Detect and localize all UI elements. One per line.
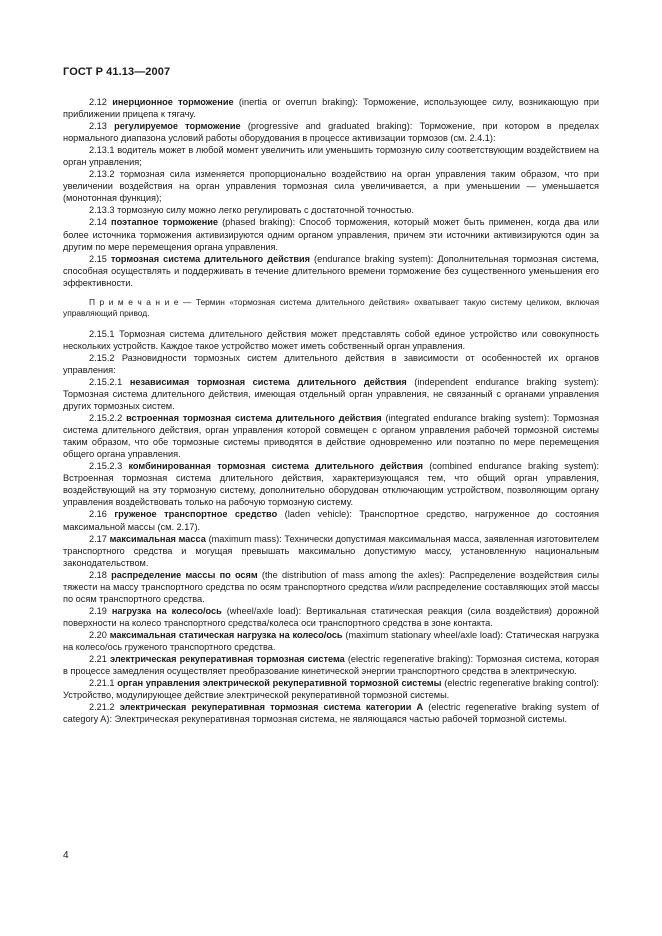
clause-text: тормозную силу можно легко регулировать с достаточной точностью. [114,205,414,216]
clause-text: Тормозная система длительного действия может представлять собой единое устройство или совокупность нескольких устройств. Каждое такое устройство может иметь собственный орган управления. [63,328,599,351]
clause-number: 2.16 [89,509,107,520]
clause-term: независимая тормозная система длительного действия [129,376,407,387]
clause-text: (progressive and graduated braking): Торможение, при котором в пределах нормального диапазона условий работы оборудования в процессе активизации тормозов (см. 2.4.1): [63,121,599,144]
clause-term: груженое транспортное средство [114,509,278,520]
clause-term: инерционное торможение [112,97,234,107]
clause-number: 2.15.2.2 [89,413,123,424]
clause-term: нагрузка на колесо/ось [111,605,222,616]
clause-number: 2.20 [89,629,107,640]
clause-number: 2.15.2 [89,352,115,363]
clause-number: 2.21.1 [89,678,115,689]
clause-term: регулируемое торможение [114,121,241,132]
paragraph-2-16 [63,508,599,532]
note-text: — Термин «тормозная система длительного действия» охватывает такую систему целиком, включая управляющий привод. [63,296,599,319]
clause-number: 2.18 [89,569,107,580]
paragraph-2-15-2-1 [63,376,599,412]
clause-term: поэтапное торможение [111,217,219,228]
clause-term: максимальная статическая нагрузка на колесо/ось [109,629,343,640]
paragraph-2-13-3 [63,204,599,216]
clause-text: (electric regenerative braking): Тормозная система, которая в процессе замедления осуществляет преобразование кинетической энергии транспортного средства в электрическую. [63,654,599,677]
clause-text: Разновидности тормозных систем длительного действия в зависимости от особенностей их органов управления: [63,352,599,375]
paragraph-2-21-2 [63,701,599,725]
clause-term: комбинированная тормозная система длительного действия [128,461,423,472]
clause-term: распределение массы по осям [111,569,258,580]
clause-text: (electric regenerative braking system of category A): Электрическая рекуперативная тормозная система, не являющаяся частью рабочей тормозной системы. [63,702,599,725]
clause-number: 2.21 [89,654,107,665]
paragraph-2-21 [63,653,599,677]
paragraph-2-13-1 [63,144,599,168]
clause-text: (electric regenerative braking control): Устройство, модулирующее действие электрической рекуперативной тормозной системы. [63,678,599,701]
document-body [63,96,599,725]
clause-text: (the distribution of mass among the axles): Распределение воздействия силы тяжести на массу транспортного средства по осям транспортного средства и/или распределение составляющих этой массы по осям транспортного средства. [63,569,599,604]
clause-term: тормозная система длительного действия [110,253,311,264]
clause-text: (endurance braking system): Дополнительная тормозная система, способная осуществлять и поддерживать в течение длительного времени торможение без существенного уменьшения его эффективности. [63,253,599,288]
document-header: ГОСТ Р 41.13—2007 [63,66,171,78]
clause-text: (integrated endurance braking system): Тормозная система длительного действия, орган управления которой совмещен с органом управления рабочей тормозной системы таким образом, что обе тормозные системы приводятся в действие одновременно или поэтапно по мере перемещения общего органа управления. [63,413,599,460]
clause-text: водитель может в любой момент увеличить или уменьшить тормозную силу соответствующим воздействием на орган управления; [63,145,599,168]
paragraph-2-18 [63,569,599,605]
paragraph-2-12 [63,96,599,120]
clause-number: 2.21.2 [89,702,115,713]
paragraph-2-15-2-2 [63,412,599,460]
paragraph-2-15-1 [63,328,599,352]
paragraph-2-21-1 [63,677,599,701]
clause-number: 2.19 [89,605,107,616]
clause-number: 2.12 [89,97,107,107]
paragraph-2-15-2 [63,352,599,376]
note-paragraph [63,297,599,320]
paragraph-2-13 [63,120,599,144]
clause-number: 2.13.1 [89,145,115,156]
clause-term: электрическая рекуперативная тормозная система категории A [119,702,424,713]
clause-number: 2.15.2.1 [89,376,123,387]
clause-number: 2.13.2 [89,169,115,180]
paragraph-2-13-2 [63,168,599,204]
paragraph-2-17 [63,533,599,569]
page-number: 4 [63,850,69,861]
paragraph-2-20 [63,629,599,653]
clause-number: 2.17 [89,533,107,544]
clause-term: орган управления электрической рекуперативной тормозной системы [117,678,442,689]
note-label: П р и м е ч а н и е [89,296,179,307]
clause-text: тормозная сила изменяется пропорционально воздействию на орган управления таким образом, что при увеличении воздействия на орган управления тормозная сила увеличивается, а при уменьшении — уменьшается (монотонная функция); [63,169,599,204]
clause-text: (laden vehicle): Транспортное средство, нагруженное до состояния максимальной массы (см. 2.17). [63,509,599,532]
paragraph-2-19 [63,605,599,629]
clause-number: 2.14 [89,217,107,228]
clause-number: 2.13.3 [89,205,115,216]
clause-term: встроенная тормозная система длительного действия [126,413,382,424]
paragraph-2-14 [63,216,599,252]
clause-term: электрическая рекуперативная тормозная система [109,654,345,665]
clause-text: (phased braking): Способ торможения, который может быть применен, когда два или более источника торможения активизируются одним органом управления, причем эти источники активизируются один за другим по мере перемещения органа управления. [63,217,599,252]
clause-text: (wheel/axle load): Вертикальная статическая реакция (сила воздействия) дорожной поверхности на колесо транспортного средства/колеса оси транспортного средства в зоне контакта. [63,605,599,628]
clause-number: 2.15.1 [89,328,115,339]
clause-text: (combined endurance braking system): Встроенная тормозная система длительного действия, характеризующаяся тем, что общий орган управления, воздействующий на эту тормозную систему, дополнительно оборудован отключающим устройством, позволяющим органу управления воздействовать только на рабочую тормозную систему. [63,461,600,508]
clause-text: (maximum stationary wheel/axle load): Статическая нагрузка на колесо/ось груженого транспортного средства. [63,629,599,652]
clause-number: 2.15 [89,253,107,264]
clause-number: 2.15.2.3 [89,461,123,472]
clause-number: 2.13 [89,121,107,132]
clause-text: (inertia or overrun braking): Торможение, использующее силу, возникающую при приближении прицепа к тягачу. [63,97,599,120]
clause-text: (independent endurance braking system): Тормозная система длительного действия, имеющая отдельный орган управления, не связанный с органами управления других тормозных систем. [63,376,599,412]
clause-text: (maximum mass): Технически допустимая максимальная масса, заявленная изготовителем транспортного средства и могущая превышать максимально допустимую массу, установленную национальным законодательством. [63,533,599,568]
clause-term: максимальная масса [109,533,206,544]
paragraph-2-15-2-3 [63,460,599,508]
paragraph-2-15 [63,253,599,289]
